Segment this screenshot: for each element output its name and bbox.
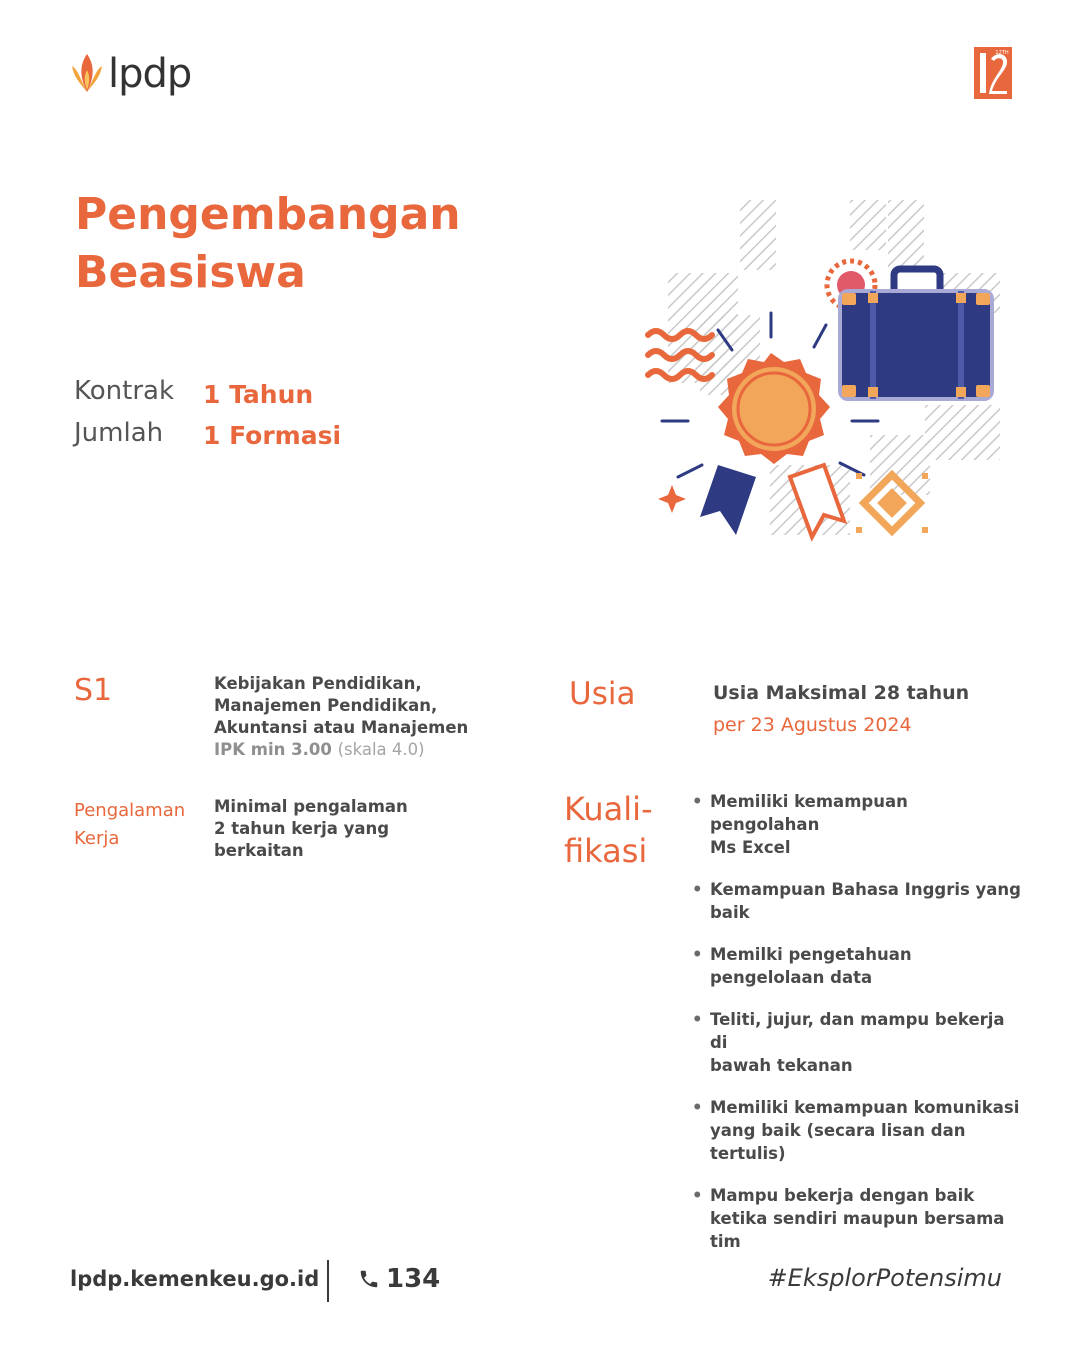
list-item	[692, 1096, 1022, 1165]
list-item	[692, 790, 1022, 859]
qualifications-label-line-1: Kuali-	[564, 790, 653, 828]
gpa-requirement: IPK min 3.00	[214, 740, 332, 759]
contract-label: Kontrak	[74, 376, 175, 406]
item-line: • Teliti, jujur, dan mampu bekerja di	[710, 1010, 1005, 1052]
experience-text	[214, 796, 414, 862]
count-value: 1 Formasi	[203, 421, 342, 450]
item-line: • Memiliki kemampuan pengolahan	[710, 792, 908, 834]
qualifications-list	[692, 790, 1022, 1272]
item-line: ketika sendiri maupun bersama	[710, 1209, 1005, 1228]
phone-number[interactable]	[358, 1264, 440, 1294]
education-label: S1	[74, 673, 113, 708]
item-line: yang baik (secara lisan dan	[710, 1121, 966, 1140]
flame-logo-icon	[68, 52, 106, 96]
contract-value: 1 Tahun	[203, 380, 314, 409]
majors-line-1: Kebijakan Pendidikan,	[214, 674, 422, 693]
experience-label-line-1: Pengalaman	[74, 800, 186, 821]
qualifications-label-line-2: fikasi	[564, 832, 648, 870]
phone-icon	[358, 1268, 380, 1290]
item-line: • Memilki pengetahuan	[710, 945, 912, 964]
count-label: Jumlah	[74, 418, 164, 448]
qualifications-label	[564, 788, 664, 872]
list-item	[692, 1184, 1022, 1253]
item-line: • Kemampuan Bahasa Inggris yang	[710, 880, 1021, 899]
title-line-2: Beasiswa	[75, 247, 306, 298]
item-line: tertulis)	[710, 1144, 786, 1163]
majors-line-2: Manajemen Pendidikan,	[214, 696, 438, 715]
item-line: baik	[710, 903, 750, 922]
scholarship-illustration	[640, 195, 1010, 550]
experience-label	[74, 797, 194, 853]
item-line: bawah tekanan	[710, 1056, 853, 1075]
item-line: tim	[710, 1232, 741, 1251]
item-line: • Memiliki kemampuan komunikasi	[710, 1098, 1020, 1117]
page-title	[75, 186, 461, 302]
education-majors	[214, 673, 514, 761]
gpa-scale: (skala 4.0)	[337, 740, 425, 759]
item-line: pengelolaan data	[710, 968, 873, 987]
experience-label-line-2: Kerja	[74, 828, 120, 849]
hashtag: #EksplorPotensimu	[767, 1264, 1002, 1292]
list-item	[692, 943, 1022, 989]
experience-line-2: 2 tahun kerja yang	[214, 819, 390, 838]
anniversary-badge-icon	[974, 47, 1012, 99]
logo-wordmark: lpdp	[108, 51, 192, 97]
age-label: Usia	[569, 676, 636, 712]
list-item	[692, 1008, 1022, 1077]
title-line-1: Pengembangan	[75, 189, 461, 240]
age-as-of: per 23 Agustus 2024	[713, 714, 912, 736]
item-line: • Mampu bekerja dengan baik	[710, 1186, 975, 1205]
anniversary-badge-text: 12TH	[995, 50, 1009, 56]
phone-number-text: 134	[386, 1264, 441, 1294]
experience-line-3: berkaitan	[214, 841, 304, 860]
majors-line-3: Akuntansi atau Manajemen	[214, 718, 469, 737]
lpdp-logo	[68, 52, 191, 96]
item-line: Ms Excel	[710, 838, 791, 857]
footer-divider	[327, 1260, 329, 1302]
experience-line-1: Minimal pengalaman	[214, 797, 408, 816]
sparkle-icon	[658, 485, 686, 513]
list-item	[692, 878, 1022, 924]
website-link[interactable]: lpdp.kemenkeu.go.id	[70, 1267, 320, 1291]
age-max: Usia Maksimal 28 tahun	[713, 682, 970, 704]
